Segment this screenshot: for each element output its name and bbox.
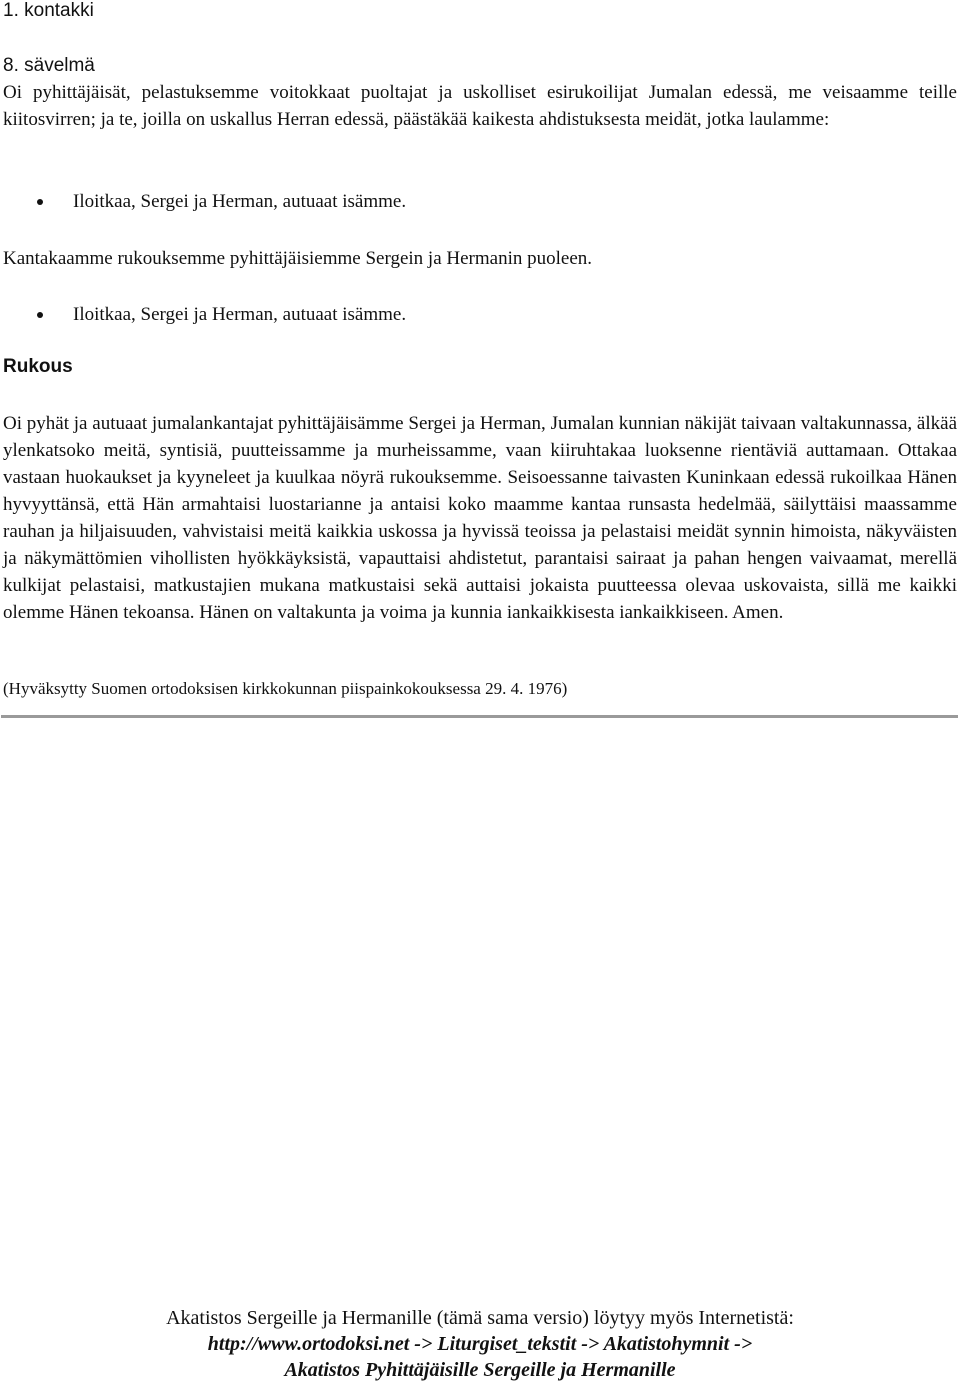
footer-link-path[interactable]: http://www.ortodoksi.net -> Liturgiset_tekstit -> Akatistohymnit -> [207, 1333, 753, 1355]
horizontal-divider [1, 715, 958, 718]
footer-line-3: Akatistos Pyhittäjäisille Sergeille ja Hermanille [284, 1359, 676, 1381]
refrain-text-2: Iloitkaa, Sergei ja Herman, autuaat isämme. [73, 304, 407, 325]
approval-note: (Hyväksytty Suomen ortodoksisen kirkkokunnan piispainkokouksessa 29. 4. 1976) [3, 679, 568, 698]
footer-line-1: Akatistos Sergeille ja Hermanille (tämä sama versio) löytyy myös Internetistä: [166, 1307, 794, 1329]
heading-savelma: 8. sävelmä [3, 55, 95, 76]
savelma-paragraph: Oi pyhittäjäisät, pelastuksemme voitokkaat puoltajat ja uskolliset esirukoilijat Jumalan edessä, me veisaamme teille kiitosvirren; ja te, joilla on uskallus Herran edessä, päästäkää kaikesta ahdistuksesta meidät, jotka laulamme: [3, 82, 957, 130]
heading-rukous: Rukous [3, 356, 73, 377]
bullet-dot-icon [37, 199, 43, 205]
rukous-paragraph: Oi pyhät ja autuaat jumalankantajat pyhittäjäisämme Sergei ja Herman, Jumalan kunnian näkijät taivaan valtakunnassa, älkää ylenkatsoko meitä, syntisiä, puutteissamme ja murheissamme, vaan kiiruhtakaa luoksenne rientäviä auttamaan. Ottakaa vastaan huokaukset ja kyyneleet ja kuulkaa nöyrä rukouksemme. Seisoessanne taivasten Kuninkaan edessä rukoilkaa Hänen hyvyyttänsä, että Hän armahtaisi luostarianne ja antaisi koko maamme kantaa runsasta hedelmää, säilyttäisi maassamme rauhan ja hiljaisuuden, vahvistaisi meitä kaikkia uskossa ja hyvissä teoissa ja pelastaisi meidät synnin himoista, näkyväisten ja näkymättömien vihollisten hyökkäyksistä, vapauttaisi ahdistetut, parantaisi sairaat ja pahan hengen vaivaamat, merellä kulkijat pelastaisi, matkustajien mukana matkustaisi sekä auttaisi jokaista puutteessa olevaa uskovaista, sillä me kaikki olemme Hänen tekoansa. Hänen on valtakunta ja voima ja kunnia iankaikkisesta iankaikkiseen. Amen. [3, 413, 957, 623]
heading-kontakki: 1. kontakki [3, 0, 94, 21]
kantakaamme-paragraph: Kantakaamme rukouksemme pyhittäjäisiemme Sergein ja Hermanin puoleen. [3, 248, 592, 269]
refrain-text-1: Iloitkaa, Sergei ja Herman, autuaat isämme. [73, 191, 407, 212]
bullet-dot-icon [37, 312, 43, 318]
